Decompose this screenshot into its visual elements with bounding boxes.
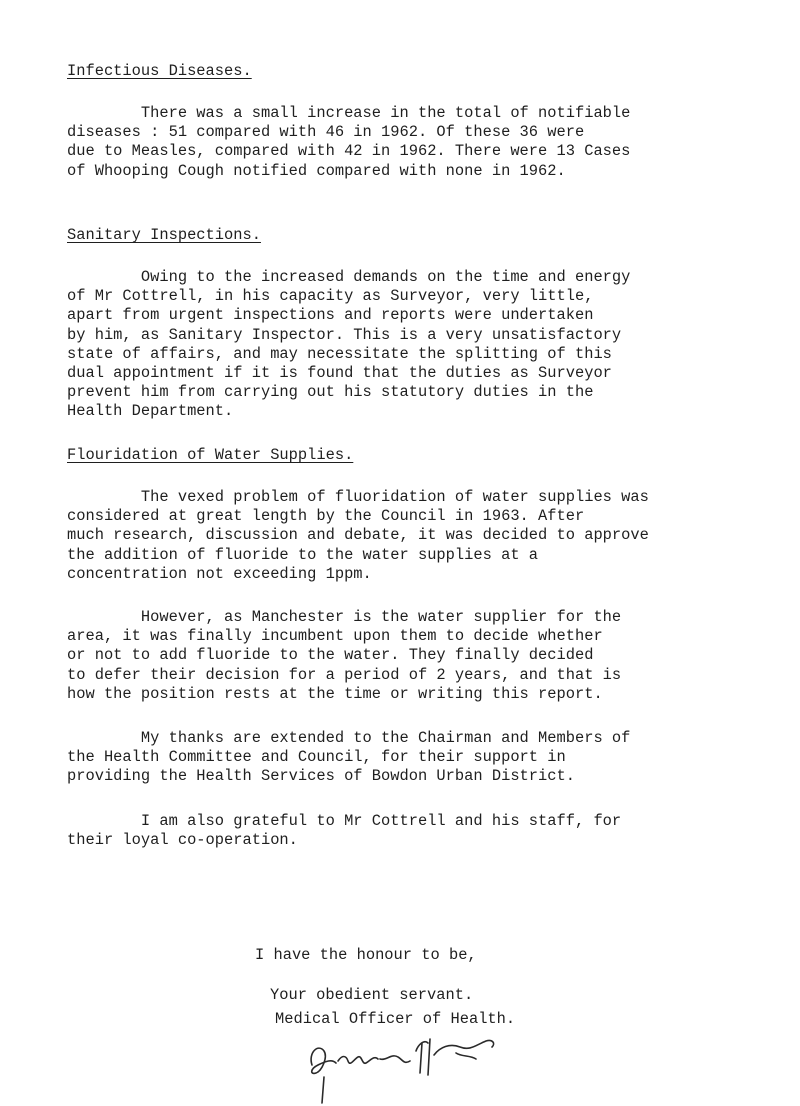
handwritten-signature	[300, 1025, 560, 1105]
heading-sanitary-inspections: Sanitary Inspections.	[67, 226, 261, 244]
heading-infectious-diseases: Infectious Diseases.	[67, 62, 252, 80]
closing-servant: Your obedient servant.	[270, 986, 474, 1004]
paragraph-sanitary-inspections	[67, 268, 747, 422]
text-line: of Mr Cottrell, in his capacity as Surveyor, very little,	[67, 287, 594, 306]
text-line: how the position rests at the time or writing this report.	[67, 684, 603, 703]
text-line: the addition of fluoride to the water supplies at a	[67, 545, 539, 564]
text-line: The vexed problem of fluoridation of water supplies was	[67, 488, 649, 506]
paragraph-gratitude	[67, 812, 747, 850]
text-line: state of affairs, and may necessitate the splitting of this	[67, 344, 612, 363]
text-line: I am also grateful to Mr Cottrell and his staff, for	[67, 812, 622, 830]
text-line: dual appointment if it is found that the duties as Surveyor	[67, 363, 612, 382]
text-line: to defer their decision for a period of 2 years, and that is	[67, 665, 622, 684]
text-line: prevent him from carrying out his statutory duties in the	[67, 383, 594, 402]
text-line: My thanks are extended to the Chairman and Members of	[67, 729, 631, 747]
text-line: Health Department.	[67, 402, 234, 421]
heading-flouridation: Flouridation of Water Supplies.	[67, 446, 354, 464]
paragraph-infectious-diseases	[67, 104, 747, 181]
text-line: or not to add fluoride to the water. They finally decided	[67, 646, 594, 665]
text-line: providing the Health Services of Bowdon Urban District.	[67, 767, 575, 786]
paragraph-manchester-supplier	[67, 608, 747, 704]
text-line: concentration not exceeding 1ppm.	[67, 564, 372, 583]
text-line: by him, as Sanitary Inspector. This is a very unsatisfactory	[67, 325, 622, 344]
text-line: due to Measles, compared with 42 in 1962. There were 13 Cases	[67, 142, 631, 161]
closing-title: Medical Officer of Health.	[275, 1010, 516, 1028]
text-line: diseases : 51 compared with 46 in 1962. Of these 36 were	[67, 123, 585, 142]
text-line: of Whooping Cough notified compared with none in 1962.	[67, 161, 566, 180]
text-line: Owing to the increased demands on the time and energy	[67, 268, 631, 286]
text-line: There was a small increase in the total of notifiable	[67, 104, 631, 122]
paragraph-thanks	[67, 729, 747, 787]
text-line: However, as Manchester is the water supplier for the	[67, 608, 622, 626]
text-line: the Health Committee and Council, for their support in	[67, 748, 566, 767]
paragraph-fluoridation-decision	[67, 488, 747, 584]
text-line: their loyal co-operation.	[67, 831, 298, 850]
text-line: much research, discussion and debate, it was decided to approve	[67, 526, 649, 545]
closing-honour: I have the honour to be,	[255, 946, 477, 964]
text-line: apart from urgent inspections and reports were undertaken	[67, 306, 594, 325]
text-line: area, it was finally incumbent upon them to decide whether	[67, 627, 603, 646]
text-line: considered at great length by the Council in 1963. After	[67, 507, 585, 526]
